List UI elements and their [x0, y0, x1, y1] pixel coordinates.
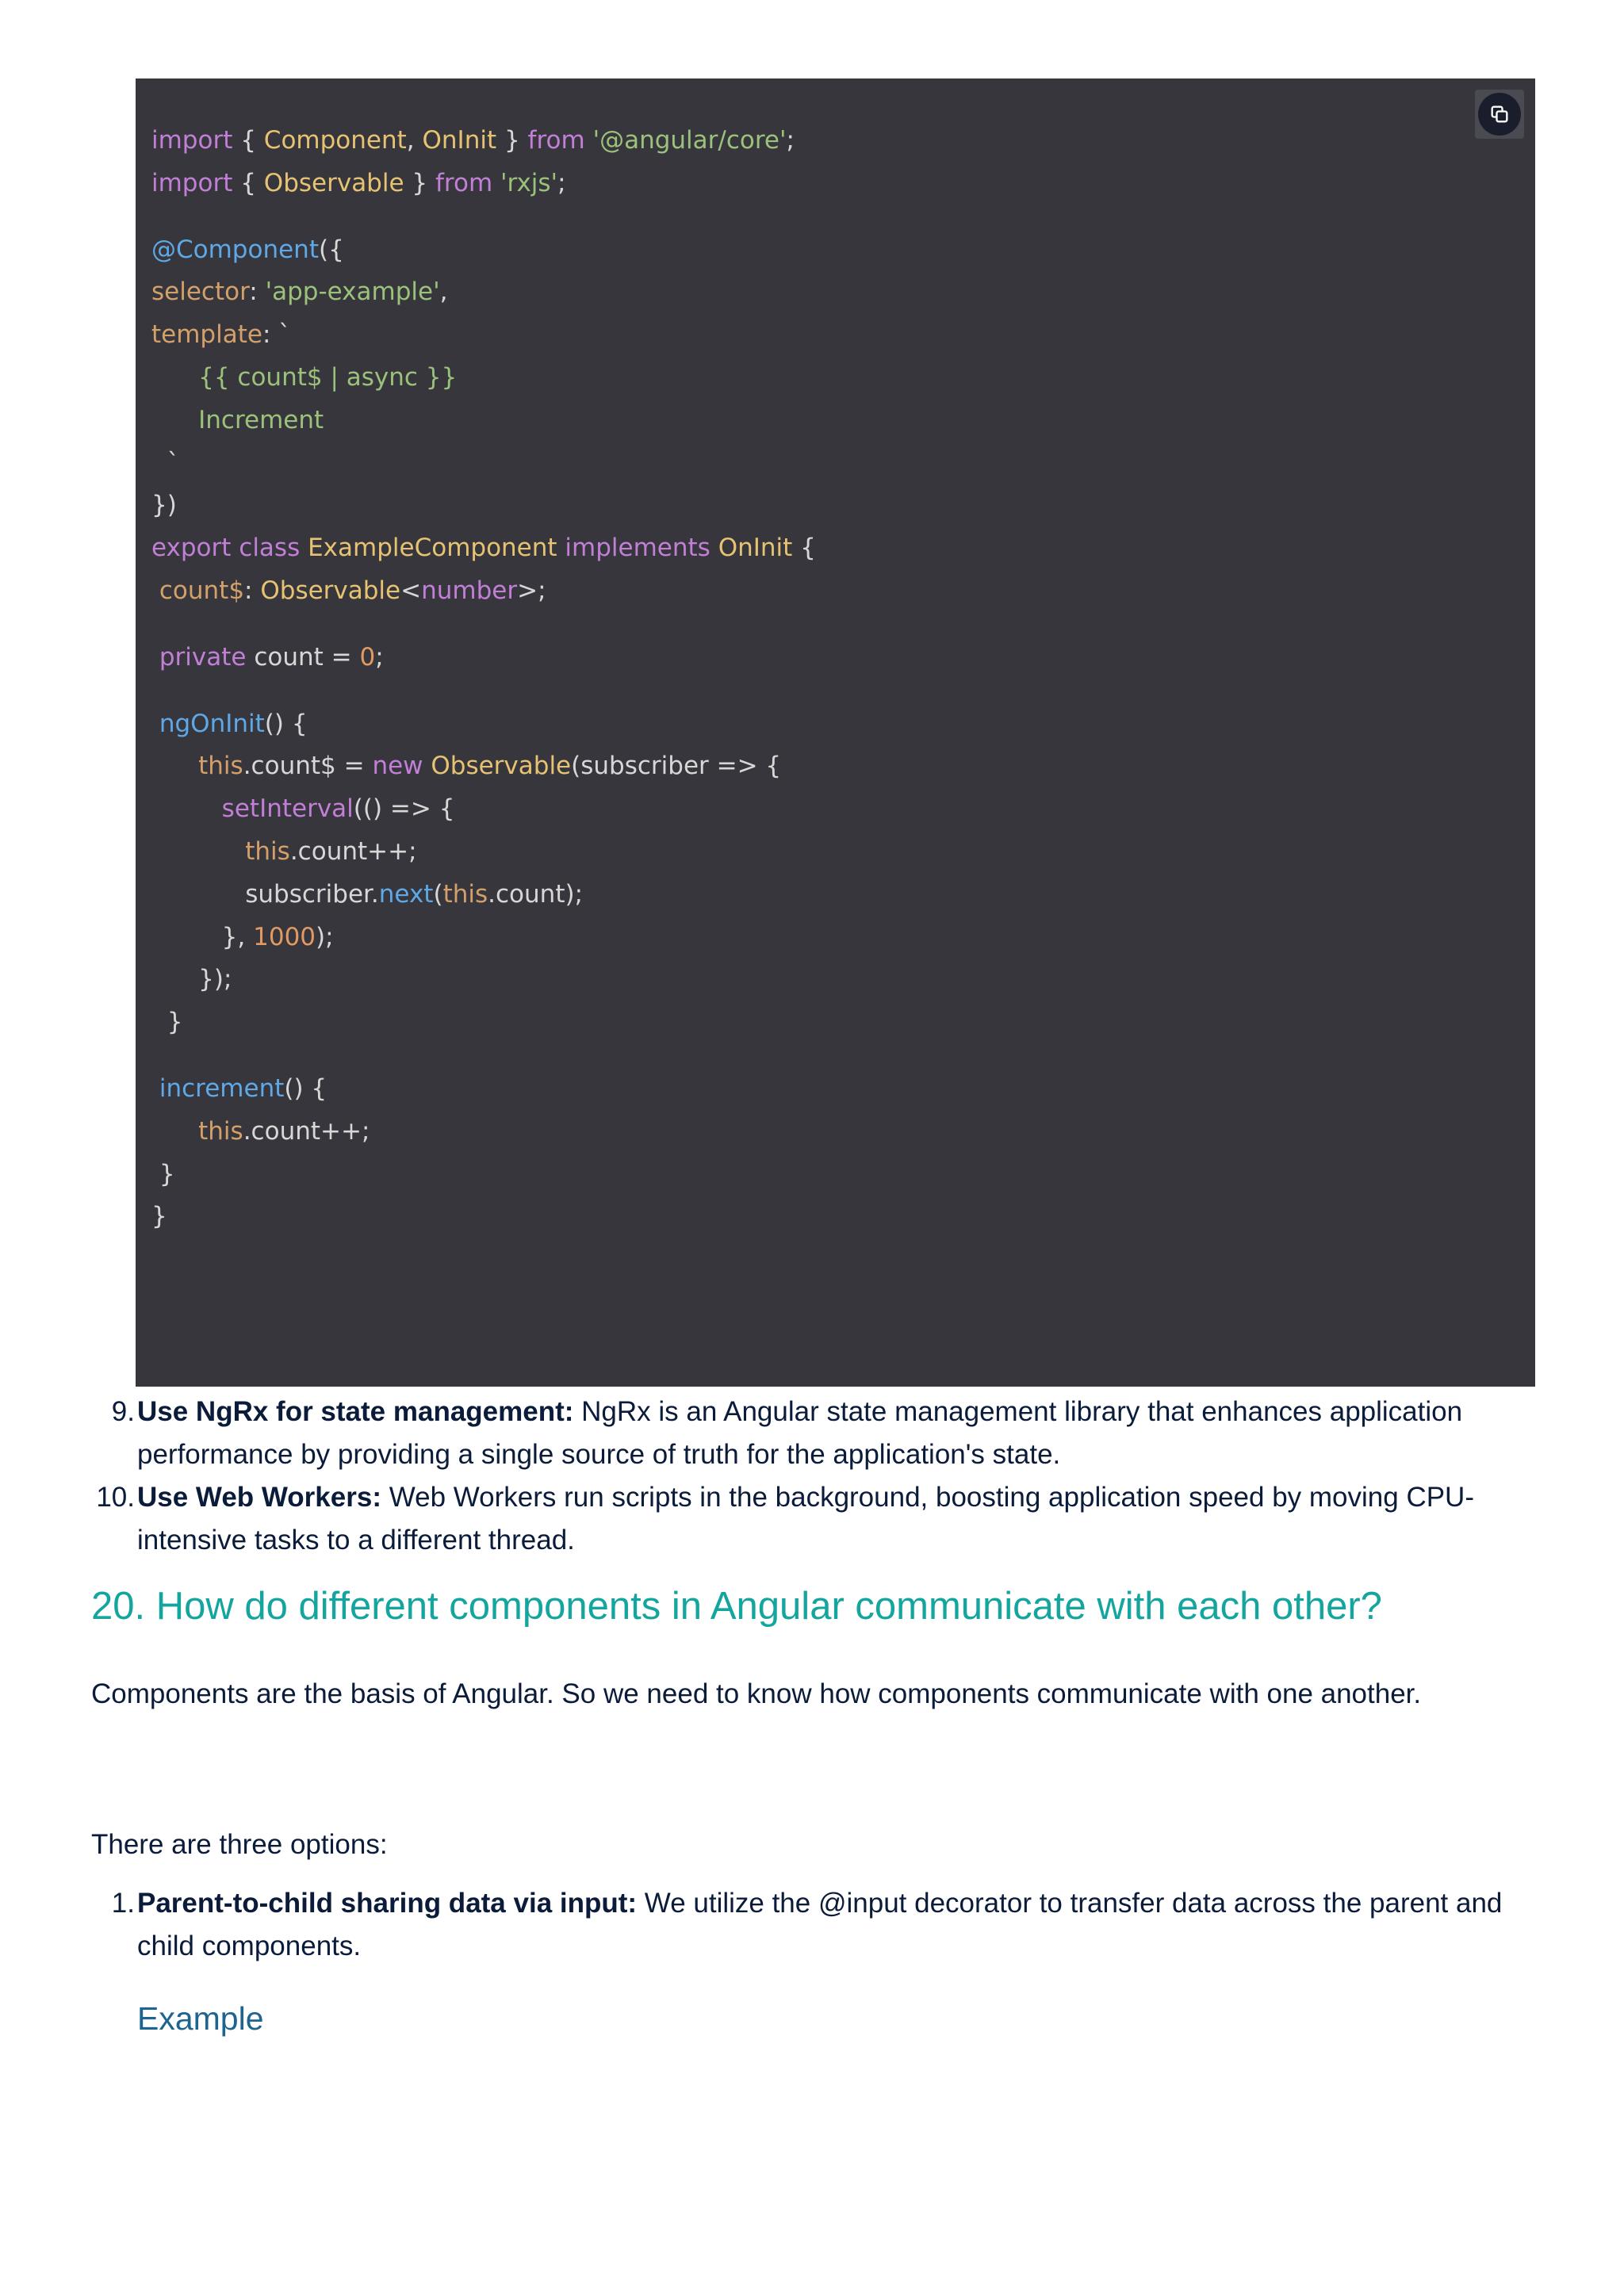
list-text: [137, 1476, 1541, 1562]
list-number: 1.: [111, 1888, 135, 1919]
code-token: }: [151, 1008, 183, 1037]
code-token: new: [372, 752, 423, 781]
code-line: [151, 1196, 816, 1238]
code-token: },: [151, 922, 254, 951]
code-token: ,: [406, 126, 423, 155]
code-token: .count++;: [289, 836, 417, 866]
code-token: }: [151, 1159, 175, 1188]
paragraph: Components are the basis of Angular. So we need to know how components communicate with one another.: [91, 1678, 1422, 1709]
code-token: OnInit: [422, 126, 497, 155]
code-line: [151, 1154, 816, 1196]
code-token: }): [151, 491, 177, 520]
code-line: [151, 637, 816, 679]
code-token: ;: [375, 642, 384, 672]
copy-icon: [1478, 93, 1521, 136]
code-line: [151, 613, 816, 637]
list-body: NgRx is an Angular state management library that enhances application performance by providing a single source of truth for the application's state.: [137, 1396, 1463, 1470]
code-token: (: [433, 879, 443, 909]
code-token: @Component: [151, 235, 319, 264]
code-token: :: [249, 277, 266, 307]
code-line: [151, 916, 816, 959]
list-body: Web Workers run scripts in the background, boosting application speed by moving CPU-intensive tasks to a different thread.: [137, 1482, 1474, 1556]
code-token: implements: [565, 534, 710, 563]
code-line: [151, 570, 816, 613]
code-line: [151, 1044, 816, 1068]
code-token: );: [316, 922, 334, 951]
code-token: this: [151, 836, 290, 866]
code-token: >;: [517, 576, 546, 605]
code-token: subscriber.: [151, 879, 379, 909]
code-token: [492, 169, 500, 197]
code-token: .count);: [488, 879, 584, 909]
code-line: [151, 1068, 816, 1111]
code-token: .count$ =: [243, 752, 373, 781]
code-token: (subscriber => {: [571, 752, 782, 781]
list-number: 10.: [96, 1482, 135, 1513]
code-line: [151, 120, 816, 163]
code-token: [585, 126, 593, 155]
list-bold: Use NgRx for state management:: [137, 1396, 574, 1427]
list-bold: Use Web Workers:: [137, 1482, 381, 1513]
code-token: ;: [786, 126, 795, 155]
code-line: [151, 527, 816, 570]
example-heading: Example: [137, 2000, 264, 2037]
code-token: 'rxjs': [500, 168, 558, 197]
code-block: [136, 78, 1535, 1387]
code-line: [151, 314, 816, 357]
code-token: });: [151, 965, 232, 994]
code-line: [151, 745, 816, 788]
code-token: }: [404, 168, 435, 197]
code-token: `: [151, 448, 180, 477]
code-token: }: [151, 1202, 167, 1231]
code-token: () {: [284, 1073, 327, 1103]
code-token: <: [400, 576, 422, 605]
code-token: : `: [262, 320, 291, 350]
code-token: Increment: [151, 405, 324, 434]
code-token: selector: [151, 277, 250, 307]
code-token: template: [151, 320, 262, 350]
code-line: [151, 205, 816, 229]
code-token: {{ count$ | async }}: [151, 362, 458, 392]
code-token: count$: [151, 576, 245, 605]
code-token: 0: [359, 642, 376, 672]
code-token: from: [435, 168, 493, 197]
code-token: ;: [557, 168, 566, 197]
code-token: Observable: [431, 752, 572, 781]
list-bold: Parent-to-child sharing data via input:: [137, 1888, 638, 1919]
code-token: '@angular/core': [592, 126, 787, 155]
code-token: Observable: [263, 168, 404, 197]
code-token: [557, 534, 565, 562]
code-token: ({: [318, 235, 344, 264]
code-token: ExampleComponent: [308, 534, 557, 563]
code-token: () {: [264, 709, 308, 738]
list-text: [137, 1882, 1541, 1968]
code-token: increment: [151, 1073, 285, 1103]
code-token: this: [151, 1116, 243, 1146]
code-token: }: [496, 126, 528, 155]
code-line: [151, 484, 816, 527]
code-token: ngOnInit: [151, 709, 265, 738]
code-token: private: [151, 642, 247, 672]
code-token: import: [151, 168, 233, 197]
code-token: [423, 752, 431, 780]
code-token: setInterval: [151, 794, 354, 824]
code-line: [151, 874, 816, 916]
code-token: Observable: [260, 576, 401, 605]
code-line: [151, 788, 816, 831]
code-token: [710, 534, 718, 562]
code-token: {: [232, 168, 264, 197]
code-line: [151, 357, 816, 400]
code-token: count =: [246, 642, 360, 672]
code-token: (() => {: [353, 794, 455, 824]
code-line: [151, 442, 816, 485]
code-line: [151, 959, 816, 1001]
code-line: [151, 229, 816, 272]
code-token: Component: [263, 126, 407, 155]
copy-button[interactable]: [1475, 90, 1524, 139]
code-line: [151, 1111, 816, 1154]
code-line: [151, 400, 816, 442]
code-line: [151, 831, 816, 874]
code-token: {: [232, 126, 264, 155]
code-token: :: [244, 576, 261, 605]
code-token: from: [527, 126, 585, 155]
code-token: .count++;: [243, 1116, 370, 1146]
code-token: {: [792, 534, 816, 563]
code-content: [151, 120, 816, 1238]
code-line: [151, 1001, 816, 1044]
list-body: We utilize the @input decorator to transfer data across the parent and child components.: [137, 1888, 1503, 1961]
code-token: ,: [439, 277, 448, 307]
code-token: 1000: [253, 922, 316, 951]
code-token: OnInit: [718, 534, 793, 563]
code-token: [300, 534, 308, 562]
code-line: [151, 163, 816, 205]
code-token: this: [442, 879, 488, 909]
code-token: export class: [151, 534, 301, 563]
list-number: 9.: [111, 1396, 135, 1427]
code-token: this: [151, 752, 243, 781]
code-token: number: [421, 576, 518, 605]
code-line: [151, 679, 816, 703]
code-line: [151, 271, 816, 314]
code-token: 'app-example': [265, 277, 440, 307]
code-line: [151, 703, 816, 746]
section-heading: 20. How do different components in Angular communicate with each other?: [91, 1585, 1382, 1628]
paragraph: There are three options:: [91, 1829, 388, 1860]
code-token: import: [151, 126, 233, 155]
code-token: next: [378, 879, 434, 909]
list-text: [137, 1391, 1541, 1476]
